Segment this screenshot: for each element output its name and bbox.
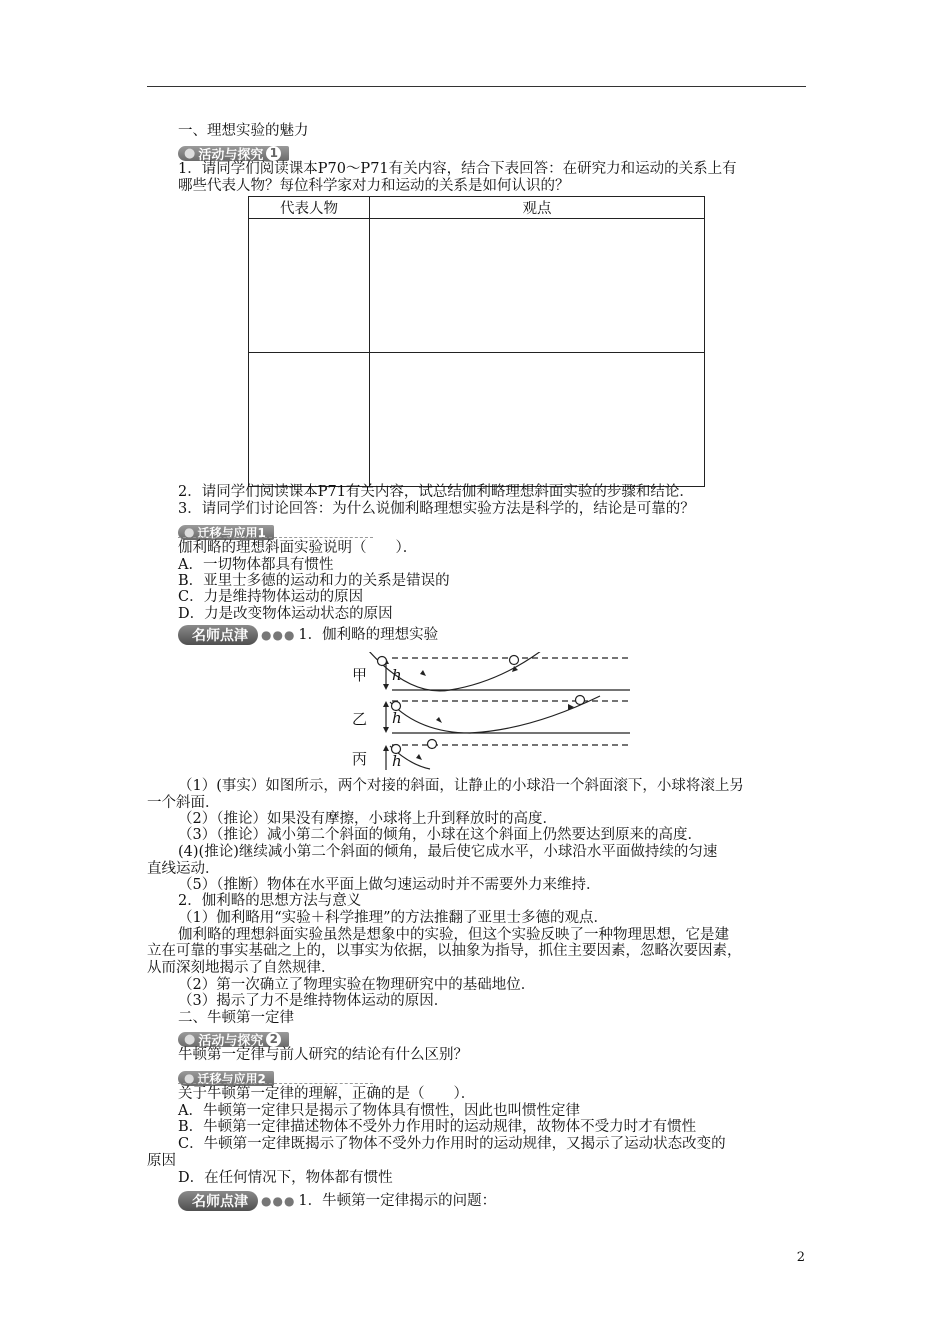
apply2-line: B．牛顿第一定律描述物体不受外力作用时的运动规律，故物体不受力时才有惯性: [178, 1119, 697, 1135]
table-cell[interactable]: [370, 219, 705, 353]
explore-badge-number: 2: [266, 1032, 281, 1047]
explore-badge-number: 1: [266, 146, 281, 161]
apply2-line: D．在任何情况下，物体都有惯性: [178, 1170, 393, 1186]
figure-label-jia: 甲: [352, 666, 368, 684]
motion-arrow: [436, 717, 442, 723]
question-3: 3．请同学们讨论回答：为什么说伽利略理想实验方法是科学的，结论是可靠的？: [178, 501, 695, 517]
ball: [576, 696, 585, 705]
question-2: 2．请同学们阅读课本P71有关内容，试总结伽利略理想斜面实验的步骤和结论．: [178, 484, 694, 500]
tip1-body-line: （5）（推断）物体在水平面上做匀速运动时并不需要外力来维持．: [178, 877, 601, 893]
tip-label: 名师点津: [178, 625, 258, 645]
apply-badge-1: ● 迁移与应用1: [178, 521, 274, 540]
table-cell[interactable]: [249, 353, 370, 487]
header-rule: [147, 86, 806, 87]
ball: [378, 657, 387, 666]
apply1-option-b: B．亚里士多德的运动和力的关系是错误的: [178, 573, 450, 589]
explore-badge-2: ● 活动与探究 2: [178, 1028, 289, 1047]
table-cell[interactable]: [370, 353, 705, 487]
tip1-body-line: （3）（推论）减小第二个斜面的倾角，小球在这个斜面上仍然要达到原来的高度．: [178, 827, 702, 843]
ball: [510, 656, 519, 665]
tip1-body-line: （1）(事实）如图所示，两个对接的斜面，让静止的小球沿一个斜面滚下，小球将滚上另: [178, 778, 744, 794]
apply-badge-2: ● 迁移与应用2: [178, 1067, 274, 1086]
height-label: h: [392, 752, 402, 770]
tip1-body-line: 从而深刻地揭示了自然规律．: [147, 960, 336, 976]
apply1-stem: 伽利略的理想斜面实验说明（ ）．: [178, 540, 418, 556]
apply1-option-c: C．力是维持物体运动的原因: [178, 589, 364, 605]
tip-2-text: 1．牛顿第一定律揭示的问题：: [298, 1192, 497, 1209]
height-label: h: [392, 709, 402, 727]
tip1-body-line: （2）（推论）如果没有摩擦，小球将上升到释放时的高度．: [178, 811, 557, 827]
representatives-table: [248, 196, 705, 487]
question-1-line2: 哪些代表人物？每位科学家对力和运动的关系是如何认识的？: [178, 178, 570, 194]
table-header-view: 观点: [370, 197, 705, 219]
incline-figure: [350, 652, 635, 772]
apply2-stem: 关于牛顿第一定律的理解，正确的是（ ）．: [178, 1086, 476, 1102]
tip1-body-line: 立在可靠的事实基础之上的，以事实为依据，以抽象为指导，抓住主要因素，忽略次要因素，: [147, 943, 742, 959]
question-1-line1: 1．请同学们阅读课本P70～P71有关内容，结合下表回答：在研究力和运动的关系上有: [178, 161, 737, 177]
newton-question: 牛顿第一定律与前人研究的结论有什么区别？: [178, 1047, 468, 1063]
tip1-body-line: (4)(推论)继续减小第二个斜面的倾角，最后使它成水平，小球沿水平面做持续的匀速: [178, 844, 718, 860]
section-2-title: 二、牛顿第一定律: [178, 1010, 294, 1026]
apply1-option-a: A．一切物体都具有惯性: [178, 557, 334, 573]
apply-badge-label: 迁移与应用1: [197, 525, 266, 540]
tip-heading-2: 名师点津 ●●● 1．牛顿第一定律揭示的问题：: [178, 1191, 496, 1211]
explore-badge-label: 活动与探究: [198, 148, 264, 163]
ball: [428, 740, 437, 749]
tip1-body-line: （1）伽利略用“实验＋科学推理”的方法推翻了亚里士多德的观点．: [178, 910, 609, 926]
divider: [178, 537, 373, 538]
divider: [178, 1083, 373, 1084]
tip1-body-line: 一个斜面．: [147, 795, 220, 811]
motion-arrow: [420, 670, 426, 676]
apply2-line: A．牛顿第一定律只是揭示了物体具有惯性，因此也叫惯性定律: [178, 1103, 580, 1119]
apply2-line: 原因: [147, 1153, 176, 1169]
tip1-body-line: 直线运动．: [147, 861, 220, 877]
tip1-body-line: 2．伽利略的思想方法与意义: [178, 893, 362, 909]
table-header-person: 代表人物: [249, 197, 370, 219]
tip-label: 名师点津: [178, 1191, 258, 1211]
page-number: 2: [796, 1250, 805, 1265]
tip1-body-line: （3）揭示了力不是维持物体运动的原因．: [178, 993, 449, 1009]
motion-arrow: [416, 754, 422, 760]
explore-badge-1: ● 活动与探究 1: [178, 142, 289, 161]
figure-label-bing: 丙: [352, 750, 368, 768]
tip-heading-1: 名师点津 ●●● 1．伽利略的理想实验: [178, 625, 438, 645]
figure-label-yi: 乙: [352, 710, 368, 728]
height-label: h: [392, 666, 402, 684]
apply2-line: C．牛顿第一定律既揭示了物体不受外力作用时的运动规律，又揭示了运动状态改变的: [178, 1136, 726, 1152]
explore-badge-label: 活动与探究: [198, 1034, 264, 1049]
apply1-option-d: D．力是改变物体运动状态的原因: [178, 606, 393, 622]
apply-badge-label: 迁移与应用2: [197, 1071, 266, 1086]
tip-1-text: 1．伽利略的理想实验: [298, 626, 439, 643]
tip1-body-line: （2）第一次确立了物理实验在物理研究中的基础地位．: [178, 977, 536, 993]
tip1-body-line: 伽利略的理想斜面实验虽然是想象中的实验，但这个实验反映了一种物理思想，它是建: [178, 927, 729, 943]
table-cell[interactable]: [249, 219, 370, 353]
section-1-title: 一、理想实验的魅力: [178, 123, 309, 139]
